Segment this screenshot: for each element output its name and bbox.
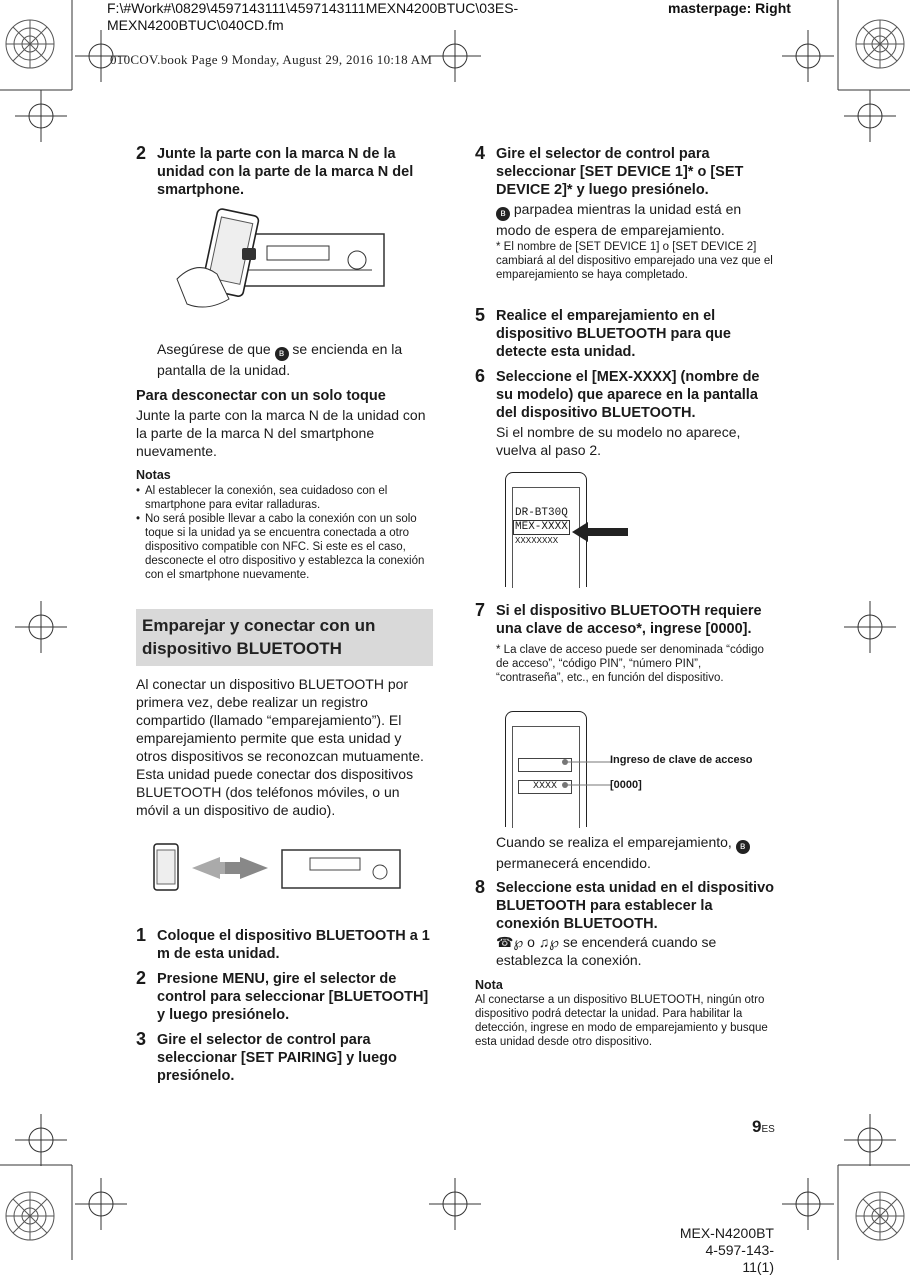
step-8-body: [496, 933, 776, 969]
note-item: • No será posible llevar a cabo la conexión con un solo toque si la unidad ya se encuentra conectada a otro dispositivo compatible con NFC. Si este es el caso, desconecte el otro dispositivo y establezca la conexión con el smartphone nuevamente.: [136, 512, 436, 582]
device-entry: XXXXXXXX: [515, 536, 559, 546]
nfc-touch-illustration: [157, 204, 392, 314]
bluetooth-icon: ʙ: [496, 207, 510, 221]
step-4-body: [496, 200, 776, 239]
device-entry-selected: MEX-XXXX: [515, 521, 568, 533]
step-2-instruction: Junte la parte con la marca N de la unidad con la parte de la marca N del smartphone.: [157, 146, 414, 198]
page-number-value: 9: [752, 1117, 762, 1136]
masterpage-label: masterpage: Right: [668, 0, 791, 16]
step-8-body-end: se encenderá cuando se establezca la conexión.: [496, 934, 717, 968]
step-6-body: Si el nombre de su modelo no aparece, vuelva al paso 2.: [496, 424, 741, 458]
notes-heading: Notas: [136, 468, 171, 482]
step-number-8: 8: [475, 877, 486, 897]
step-4-body-text: parpadea mientras la unidad está en modo de espera de emparejamiento.: [496, 201, 742, 238]
step-4-footnote: * El nombre de [SET DEVICE 1] o [SET DEVICE 2] cambiará al del dispositivo emparejado una vez que el emparejamiento se haya completado.: [496, 241, 773, 281]
screen-device-list: [515, 507, 570, 548]
notes-list: [136, 484, 436, 582]
step-4-instruction: Gire el selector de control para seleccionar [SET DEVICE 1]* o [SET DEVICE 2]* y luego presiónelo.: [496, 146, 744, 198]
step-7-after-a: Cuando se realiza el emparejamiento,: [496, 834, 732, 850]
step-2-note: [157, 340, 437, 379]
step-number-1: 1: [136, 925, 147, 945]
arrow-icon: [570, 520, 630, 544]
pairing-illustration: [150, 842, 405, 892]
section-banner: [136, 609, 433, 666]
step-6-instruction: Seleccione el [MEX-XXXX] (nombre de su modelo) que aparece en la pantalla del dispositivo BLUETOOTH.: [496, 369, 760, 421]
step-7-after-b: permanecerá encendido.: [496, 855, 651, 871]
step-number-6: 6: [475, 366, 486, 386]
note-item: • Al establecer la conexión, sea cuidadoso con el smartphone para evitar ralladuras.: [136, 484, 436, 512]
bluetooth-icon: ʙ: [736, 840, 750, 854]
passkey-callout-value: [0000]: [610, 779, 642, 791]
bluetooth-icon: ʙ: [275, 347, 289, 361]
file-path-line-1: F:\#Work#\0829\4597143111\4597143111MEXN4200BTUC\03ES-: [107, 0, 519, 16]
step-number-5: 5: [475, 305, 486, 325]
step-8-instruction: Seleccione esta unidad en el dispositivo BLUETOOTH para establecer la conexión BLUETOOTH.: [496, 880, 774, 932]
section-intro: Al conectar un dispositivo BLUETOOTH por primera vez, debe realizar un registro compartido (llamado “emparejamiento”). El emparejamiento permite que esta unidad y otros dispositivos se reconozcan mutuamente. Esta unidad puede conectar dos dispositivos BLUETOOTH (dos teléfonos móviles, o un móvil a un dispositivo de audio).: [136, 676, 424, 818]
disconnect-body: Junte la parte con la marca N de la unidad con la parte de la marca N del smartphone nuevamente.: [136, 407, 426, 459]
step-7-footnote: * La clave de acceso puede ser denominada “código de acceso”, “código PIN”, “número PIN”, “contraseña”, etc., en función del dispositivo.: [496, 644, 764, 684]
disconnect-subheading: Para desconectar con un solo toque: [136, 388, 386, 404]
nota-body: Al conectarse a un dispositivo BLUETOOTH, ningún otro dispositivo podrá detectar la unidad. Para habilitar la detección, ingrese en modo de emparejamiento y busque esta unidad desde otro dispositivo.: [475, 994, 768, 1048]
step-number-2: 2: [136, 143, 147, 163]
step-number-3: 3: [136, 1029, 147, 1049]
step-number-2b: 2: [136, 968, 147, 988]
model-info: [676, 1225, 774, 1276]
step-7-instruction: Si el dispositivo BLUETOOTH requiere una clave de acceso*, ingrese [0000].: [496, 603, 762, 637]
device-entry: DR-BT30Q: [515, 507, 568, 519]
file-path-line-2: MEXN4200BTUC\040CD.fm: [107, 17, 284, 33]
step-number-4: 4: [475, 143, 486, 163]
book-info-line: 010COV.book Page 9 Monday, August 29, 2016 10:18 AM: [110, 52, 433, 67]
callout-lines: [560, 755, 616, 795]
nota-heading: Nota: [475, 978, 503, 992]
step-7-after: [496, 833, 776, 872]
audio-connected-icon: ♫℘: [538, 934, 560, 950]
phone-connected-icon: ☎℘: [496, 934, 524, 950]
step-3-instruction: Gire el selector de control para seleccionar [SET PAIRING] y luego presiónelo.: [157, 1032, 397, 1084]
model-code: 4-597-143-11(1): [705, 1242, 774, 1275]
step-2b-instruction: Presione MENU, gire el selector de control para seleccionar [BLUETOOTH] y luego presiónelo.: [157, 971, 429, 1023]
step-number-7: 7: [475, 600, 486, 620]
passkey-input-box: XXXX: [518, 780, 572, 794]
section-title: Emparejar y conectar con un dispositivo BLUETOOTH: [142, 616, 376, 658]
step-2-note-a: Asegúrese de que: [157, 341, 271, 357]
step-8-body-mid: o: [527, 934, 535, 950]
model-name: MEX-N4200BT: [679, 1225, 774, 1241]
page-number-suffix: ES: [761, 1124, 775, 1135]
step-5-instruction: Realice el emparejamiento en el dispositivo BLUETOOTH para que detecte esta unidad.: [496, 308, 731, 360]
page-number: [752, 1117, 775, 1137]
passkey-callout-label: Ingreso de clave de acceso: [610, 754, 753, 766]
step-1-instruction: Coloque el dispositivo BLUETOOTH a 1 m de esta unidad.: [157, 928, 430, 962]
step-2-note-b: se encienda en la pantalla de la unidad.: [157, 341, 403, 378]
